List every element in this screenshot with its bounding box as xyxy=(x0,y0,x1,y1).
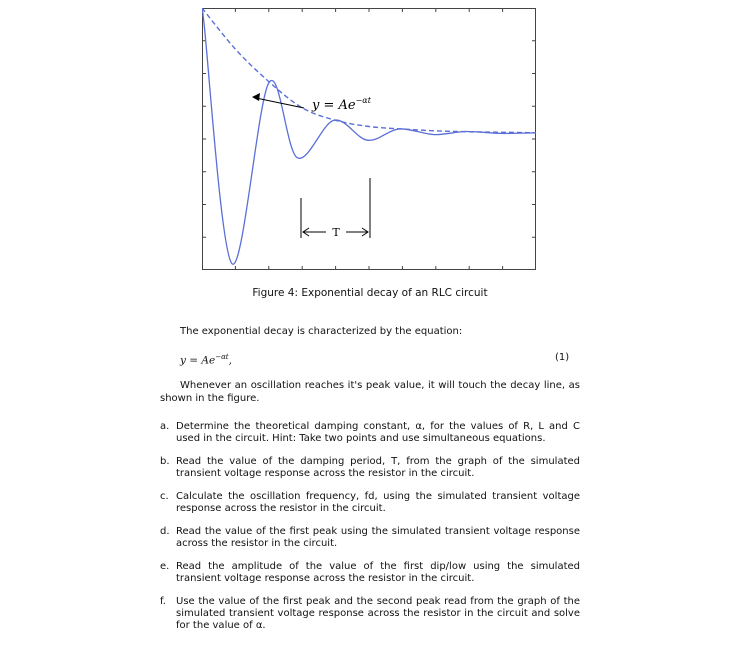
plot-frame xyxy=(203,9,536,270)
equation: $y = Ae^{-\alpha t}$, xyxy=(180,353,232,367)
list-item: f. Use the value of the first peak and the second peak read from the graph of the simulated transient voltage response across the resistor in the circuit and solve for the value of α. xyxy=(160,596,580,631)
decay-figure xyxy=(202,8,536,270)
list-item: e. Read the amplitude of the value of the first dip/low using the simulated transient voltage response across the resistor in the circuit. xyxy=(160,561,580,584)
list-item: c. Calculate the oscillation frequency, fd, using the simulated transient voltage response across the resistor in the circuit. xyxy=(160,491,580,514)
list-item: a. Determine the theoretical damping constant, α, for the values of R, L and C used in the circuit. Hint: Take two points and use simultaneous equations. xyxy=(160,421,580,444)
period-label: T xyxy=(332,226,340,239)
figure-caption: Figure 4: Exponential decay of an RLC circuit xyxy=(252,287,488,299)
equation-number: (1) xyxy=(555,352,570,363)
question-list xyxy=(160,421,580,643)
intro-text: The exponential decay is characterized by the equation: xyxy=(180,326,463,337)
explanation-paragraph: Whenever an oscillation reaches it's peak value, it will touch the decay line, as shown in the figure. xyxy=(160,380,580,404)
annotation-equation: $y = Ae^{-\alpha t}$ xyxy=(312,96,371,113)
list-item: d. Read the value of the first peak using the simulated transient voltage response across the resistor in the circuit. xyxy=(160,526,580,549)
list-item: b. Read the value of the damping period, T, from the graph of the simulated transient voltage response across the resistor in the circuit. xyxy=(160,456,580,479)
